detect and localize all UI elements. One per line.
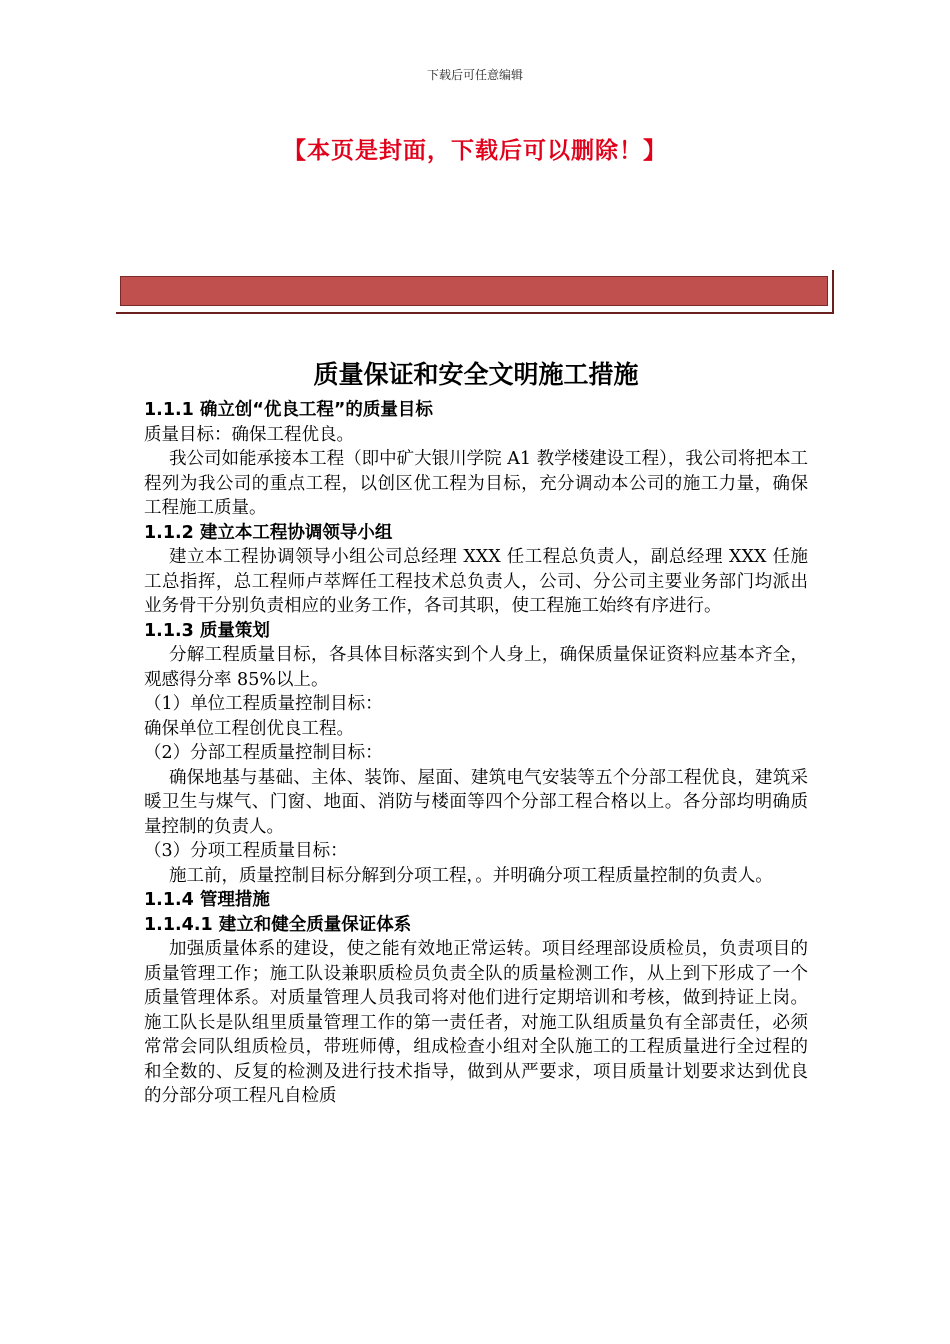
section-heading: 1.1.3 质量策划 bbox=[144, 620, 270, 641]
paragraph: 我公司如能承接本工程（即中矿大银川学院 A1 教学楼建设工程），我公司将把本工程列为我公司的重点工程，以创区优工程为目标，充分调动本公司的施工力量，确保工程施工质量。 bbox=[144, 449, 808, 518]
paragraph: 质量目标：确保工程优良。 bbox=[144, 424, 354, 445]
section-heading: 1.1.1 确立创“优良工程”的质量目标 bbox=[144, 400, 433, 420]
page-header-note: 下载后可任意编辑 bbox=[426, 68, 523, 82]
paragraph: 建立本工程协调领导小组公司总经理 XXX 任工程总负责人，副总经理 XXX 任施工总指挥，总工程师卢萃辉任工程技术总负责人，公司、分公司主要业务部门均派出业务骨干分别负责相应的业务工作，各司其职，使工程施工始终有序进行。 bbox=[144, 547, 808, 616]
section-heading: 1.1.2 建立本工程协调领导小组 bbox=[144, 522, 393, 543]
title-banner bbox=[116, 270, 834, 314]
cover-notice: 【本页是封面，下载后可以删除！】 bbox=[283, 138, 667, 164]
paragraph: 施工前，质量控制目标分解到分项工程，。并明确分项工程质量控制的负责人。 bbox=[169, 865, 773, 886]
list-item: （3）分项工程质量目标： bbox=[144, 841, 348, 861]
document-title: 质量保证和安全文明施工措施 bbox=[313, 360, 639, 389]
list-item: （1）单位工程质量控制目标： bbox=[144, 694, 383, 714]
document-body bbox=[144, 356, 808, 1109]
list-item: （2）分部工程质量控制目标： bbox=[144, 743, 383, 763]
paragraph: 确保单位工程创优良工程。 bbox=[144, 718, 354, 739]
subsection-heading: 1.1.4.1 建立和健全质量保证体系 bbox=[144, 914, 412, 935]
section-heading: 1.1.4 管理措施 bbox=[144, 890, 270, 910]
paragraph: 确保地基与基础、主体、装饰、屋面、建筑电气安装等五个分部工程优良，建筑采暖卫生与煤气、门窗、地面、消防与楼面等四个分部工程合格以上。各分部均明确质量控制的负责人。 bbox=[144, 767, 808, 837]
title-banner-fill bbox=[120, 276, 828, 306]
paragraph: 加强质量体系的建设，使之能有效地正常运转。项目经理部设质检员，负责项目的质量管理工作；施工队设兼职质检员负责全队的质量检测工作，从上到下形成了一个质量管理体系。对质量管理人员我司将对他们进行定期培训和考核，做到持证上岗。施工队长是队组里质量管理工作的第一责任者，对施工队组质量负有全部责任，必须常常会同队组质检员，带班师傅，组成检查小组对全队施工的工程质量进行全过程的和全数的、反复的检测及进行技术指导，做到从严要求，项目质量计划要求达到优良的分部分项工程凡自检质 bbox=[144, 939, 808, 1106]
paragraph: 分解工程质量目标，各具体目标落实到个人身上，确保质量保证资料应基本齐全，观感得分率 85%以上。 bbox=[144, 645, 808, 690]
